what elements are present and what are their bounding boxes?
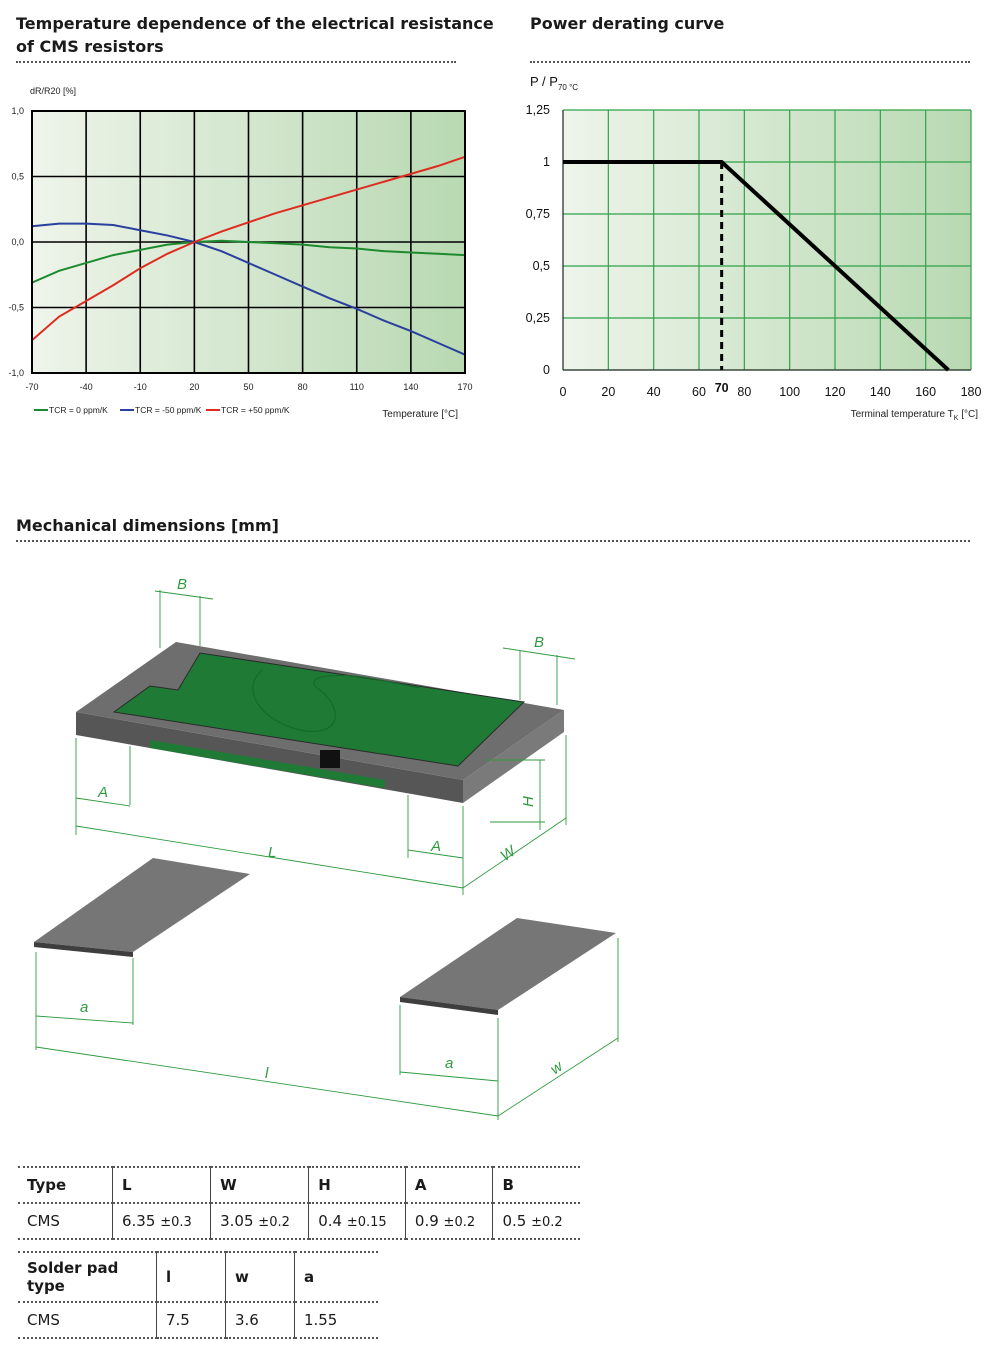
y-tick-label: 1,0: [11, 106, 24, 116]
cell-l: 7.5: [157, 1302, 226, 1338]
y-tick-label: 0: [543, 363, 550, 377]
cell-type: CMS: [18, 1203, 113, 1239]
table-row: [18, 1203, 580, 1239]
resistance-title-line2: of CMS resistors: [16, 37, 164, 56]
x-tick-label: 170: [457, 382, 473, 392]
dim-label-a-right: a: [445, 1055, 454, 1072]
dim-label-H: H: [520, 796, 537, 807]
x-axis-label: Terminal temperature $T_K$ [°C]: [850, 409, 978, 422]
x-tick-label: 0: [559, 385, 567, 399]
cell-a: 1.55: [294, 1302, 378, 1338]
resistance-title-divider: [16, 61, 456, 63]
header-type: Type: [18, 1167, 113, 1203]
x-tick-label: 60: [692, 385, 706, 399]
y-tick-label: -0,5: [8, 302, 24, 313]
legend-label: TCR = +50 ppm/K: [221, 405, 290, 415]
legend-label: TCR = 0 ppm/K: [49, 405, 108, 415]
header-H: H: [309, 1167, 406, 1203]
resistance-chart-title: [16, 12, 494, 58]
x-tick-label: 50: [243, 382, 254, 392]
x-tick-label: 80: [737, 385, 752, 399]
dim-label-W: W: [497, 842, 519, 865]
header-w: w: [225, 1252, 294, 1302]
dim-label-B-left: B: [177, 576, 188, 593]
header-a: a: [294, 1252, 378, 1302]
dim-label-A-right: A: [431, 838, 442, 855]
dim-label-B-right: B: [534, 634, 545, 651]
cell-H: 0.4 ±0.15: [309, 1203, 406, 1239]
cell-type: CMS: [18, 1302, 157, 1338]
x-tick-label: 40: [646, 385, 661, 399]
x-tick-label: 180: [960, 385, 982, 399]
x-tick-label: 140: [869, 385, 891, 399]
resistance-title-line1: Temperature dependence of the electrical resistance: [16, 14, 494, 33]
y-tick-label: 0,5: [532, 259, 550, 273]
marker-label: 70: [714, 381, 729, 395]
x-tick-label: 100: [779, 385, 801, 399]
x-tick-label: -70: [25, 382, 39, 392]
solder-pad-left: [34, 858, 250, 957]
x-tick-label: 140: [403, 382, 419, 392]
derating-title-divider: [530, 61, 970, 63]
dim-label-a-left: a: [80, 999, 89, 1016]
x-tick-label: -40: [79, 382, 93, 392]
y-tick-label: 0,5: [11, 171, 24, 182]
x-tick-label: 120: [824, 385, 846, 399]
cell-W: 3.05 ±0.2: [211, 1203, 309, 1239]
header-B: B: [493, 1167, 580, 1203]
dim-label-A-left: A: [98, 784, 109, 801]
y-axis-label: dR/R20 [%]: [30, 86, 77, 96]
legend-label: TCR = -50 ppm/K: [135, 405, 202, 415]
x-tick-label: 80: [297, 382, 308, 392]
derating-chart-title: Power derating curve: [530, 14, 725, 33]
x-tick-label: -10: [133, 382, 147, 392]
power-derating-chart: [500, 70, 1000, 430]
header-W: W: [211, 1167, 309, 1203]
y-axis-label: P / $P_{70 ^\circ C}$: [530, 74, 579, 92]
y-tick-label: 0,0: [11, 237, 24, 247]
y-tick-label: 1: [543, 155, 550, 169]
resistor-body: [76, 642, 564, 803]
x-axis-label: Temperature [°C]: [382, 409, 458, 420]
y-tick-label: 0,25: [525, 311, 550, 325]
cell-L: 6.35 ±0.3: [113, 1203, 211, 1239]
table-header-row: [18, 1252, 378, 1302]
x-tick-label: 110: [349, 382, 364, 392]
header-l: l: [157, 1252, 226, 1302]
dim-label-L: L: [268, 844, 277, 861]
plot-area: [563, 110, 971, 370]
header-A: A: [405, 1167, 493, 1203]
cell-B: 0.5 ±0.2: [493, 1203, 580, 1239]
solder-pad-right: [400, 918, 616, 1015]
cell-w: 3.6: [225, 1302, 294, 1338]
mechanical-title-divider: [16, 540, 970, 542]
resistance-temperature-chart: [0, 70, 480, 430]
dim-label-w: w: [547, 1058, 566, 1079]
cell-A: 0.9 ±0.2: [405, 1203, 493, 1239]
x-tick-label: 20: [189, 382, 200, 392]
mechanical-section-title: Mechanical dimensions [mm]: [16, 516, 279, 535]
mechanical-drawing: [0, 560, 640, 1130]
solder-pad-table: [18, 1251, 378, 1339]
header-solder-pad-type: Solder pad type: [18, 1252, 157, 1302]
dimensions-table: [18, 1166, 580, 1240]
y-tick-label: -1,0: [8, 368, 24, 378]
table-row: [18, 1302, 378, 1338]
x-tick-label: 20: [601, 385, 616, 399]
dim-label-l: l: [265, 1065, 269, 1082]
table-header-row: [18, 1167, 580, 1203]
x-tick-label: 160: [915, 385, 937, 399]
y-tick-label: 0,75: [525, 207, 550, 221]
header-L: L: [113, 1167, 211, 1203]
y-tick-label: 1,25: [525, 103, 550, 117]
